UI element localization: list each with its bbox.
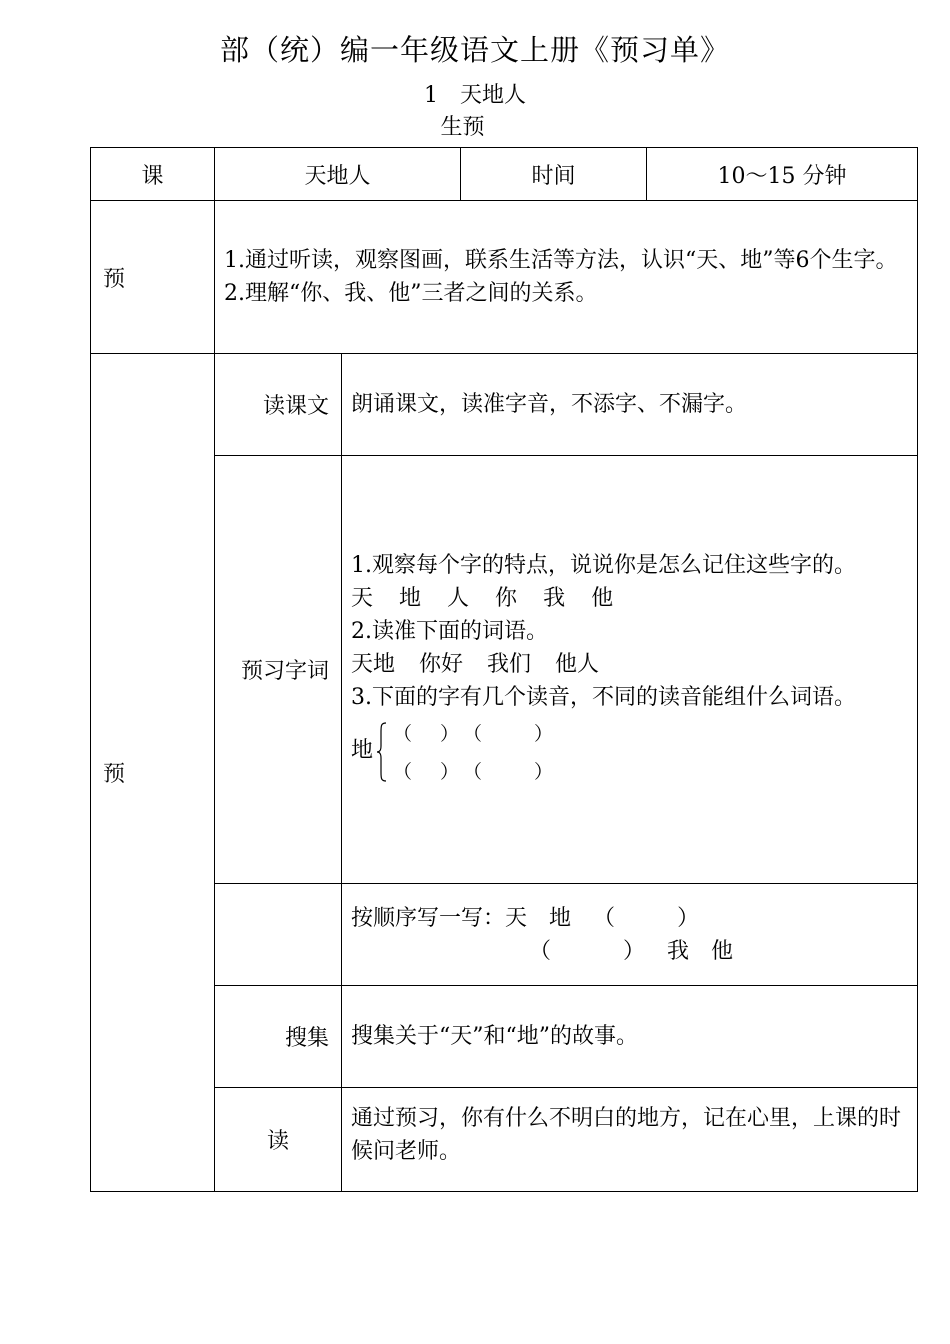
order-line-1 bbox=[351, 902, 909, 935]
ask-content: 通过预习，你有什么不明白的地方，记在心里，上课的时候问老师。 bbox=[351, 1106, 902, 1164]
order-content-cell bbox=[342, 884, 918, 986]
tasks-side-cell bbox=[91, 354, 215, 1192]
blank-word-1[interactable]: （ ） bbox=[463, 723, 554, 745]
char-item: 你 bbox=[495, 586, 518, 611]
char-item: 地 bbox=[399, 586, 422, 611]
reading-row bbox=[91, 354, 918, 456]
goals-row bbox=[91, 201, 918, 354]
order-char: 他 bbox=[711, 938, 734, 964]
word-item: 我们 bbox=[487, 652, 532, 677]
vocab-label: 预习字词 bbox=[240, 659, 329, 684]
word-item: 他人 bbox=[555, 652, 600, 677]
vocab-content-cell bbox=[342, 456, 918, 884]
lesson-name: 天地人 bbox=[459, 83, 526, 108]
ask-label: 读 bbox=[266, 1129, 289, 1154]
blank-pinyin-2[interactable]: （ ） bbox=[393, 761, 460, 783]
char-item: 天 bbox=[351, 586, 374, 611]
vocab-label-cell bbox=[215, 456, 342, 884]
collect-label: 搜集 bbox=[284, 1026, 329, 1051]
blank-pinyin-1[interactable]: （ ） bbox=[393, 723, 460, 745]
collect-row bbox=[91, 986, 918, 1088]
course-label-cell bbox=[91, 148, 215, 201]
goals-side-cell bbox=[91, 201, 215, 354]
goals-side-label: 预 bbox=[103, 266, 126, 292]
order-char: 我 bbox=[667, 938, 690, 964]
collect-content: 搜集关于“天”和“地”的故事。 bbox=[351, 1024, 638, 1049]
time-value-cell bbox=[647, 148, 918, 201]
vocab-item-2: 2.读准下面的词语。 bbox=[351, 619, 548, 644]
order-prompt: 按顺序写一写： bbox=[351, 905, 506, 931]
document-title: 部（统）编一年级语文上册《预习单》 bbox=[219, 33, 730, 67]
preview-table bbox=[90, 147, 918, 1192]
time-value: 10～15 分钟 bbox=[717, 163, 847, 189]
goal-item-2: 2.理解“你、我、他”三者之间的关系。 bbox=[224, 281, 598, 306]
reading-content: 朗诵课文，读准字音，不添字、不漏字。 bbox=[351, 392, 748, 417]
order-blank-2[interactable]: （ ） bbox=[529, 938, 646, 964]
time-label-cell bbox=[461, 148, 647, 201]
collect-content-cell bbox=[342, 986, 918, 1088]
word-list bbox=[351, 648, 909, 681]
blank-row-2 bbox=[393, 756, 557, 789]
reading-label-cell bbox=[215, 354, 342, 456]
header-row bbox=[91, 148, 918, 201]
char-list bbox=[351, 582, 909, 615]
reading-content-cell bbox=[342, 354, 918, 456]
curly-brace-icon bbox=[377, 722, 387, 782]
order-line-2 bbox=[351, 935, 909, 968]
reading-label: 读课文 bbox=[262, 394, 329, 419]
vocab-row bbox=[91, 456, 918, 884]
polyphone-exercise bbox=[351, 718, 909, 790]
order-blank-1[interactable]: （ ） bbox=[593, 905, 700, 931]
ask-label-cell bbox=[215, 1088, 342, 1192]
vocab-item-3: 3.下面的字有几个读音，不同的读音能组什么词语。 bbox=[351, 685, 856, 710]
course-value-cell bbox=[215, 148, 461, 201]
char-item: 我 bbox=[543, 586, 566, 611]
word-item: 天地 bbox=[351, 652, 396, 677]
polyphone-char: 地 bbox=[351, 738, 374, 763]
goal-item-1: 1.通过听读，观察图画，联系生活等方法，认识“天、地”等6个生字。 bbox=[224, 248, 898, 273]
course-label: 课 bbox=[141, 163, 164, 189]
ask-row bbox=[91, 1088, 918, 1192]
collect-label-cell bbox=[215, 986, 342, 1088]
blank-word-2[interactable]: （ ） bbox=[463, 761, 554, 783]
char-item: 他 bbox=[591, 586, 614, 611]
order-char: 天 bbox=[505, 905, 528, 931]
lesson-heading bbox=[0, 78, 950, 109]
course-value: 天地人 bbox=[304, 163, 371, 189]
word-item: 你好 bbox=[419, 652, 464, 677]
blank-row-1 bbox=[393, 718, 557, 751]
char-item: 人 bbox=[447, 586, 470, 611]
order-label-cell bbox=[215, 884, 342, 986]
tasks-side-label: 预 bbox=[103, 762, 126, 787]
ask-content-cell bbox=[342, 1088, 918, 1192]
lesson-number: 1 bbox=[423, 83, 438, 108]
vocab-item-1: 1.观察每个字的特点，说说你是怎么记住这些字的。 bbox=[351, 553, 856, 578]
time-label: 时间 bbox=[531, 163, 576, 189]
sub-heading: 生预 bbox=[440, 115, 485, 140]
order-row bbox=[91, 884, 918, 986]
goals-content-cell bbox=[215, 201, 918, 354]
order-char: 地 bbox=[549, 905, 572, 931]
